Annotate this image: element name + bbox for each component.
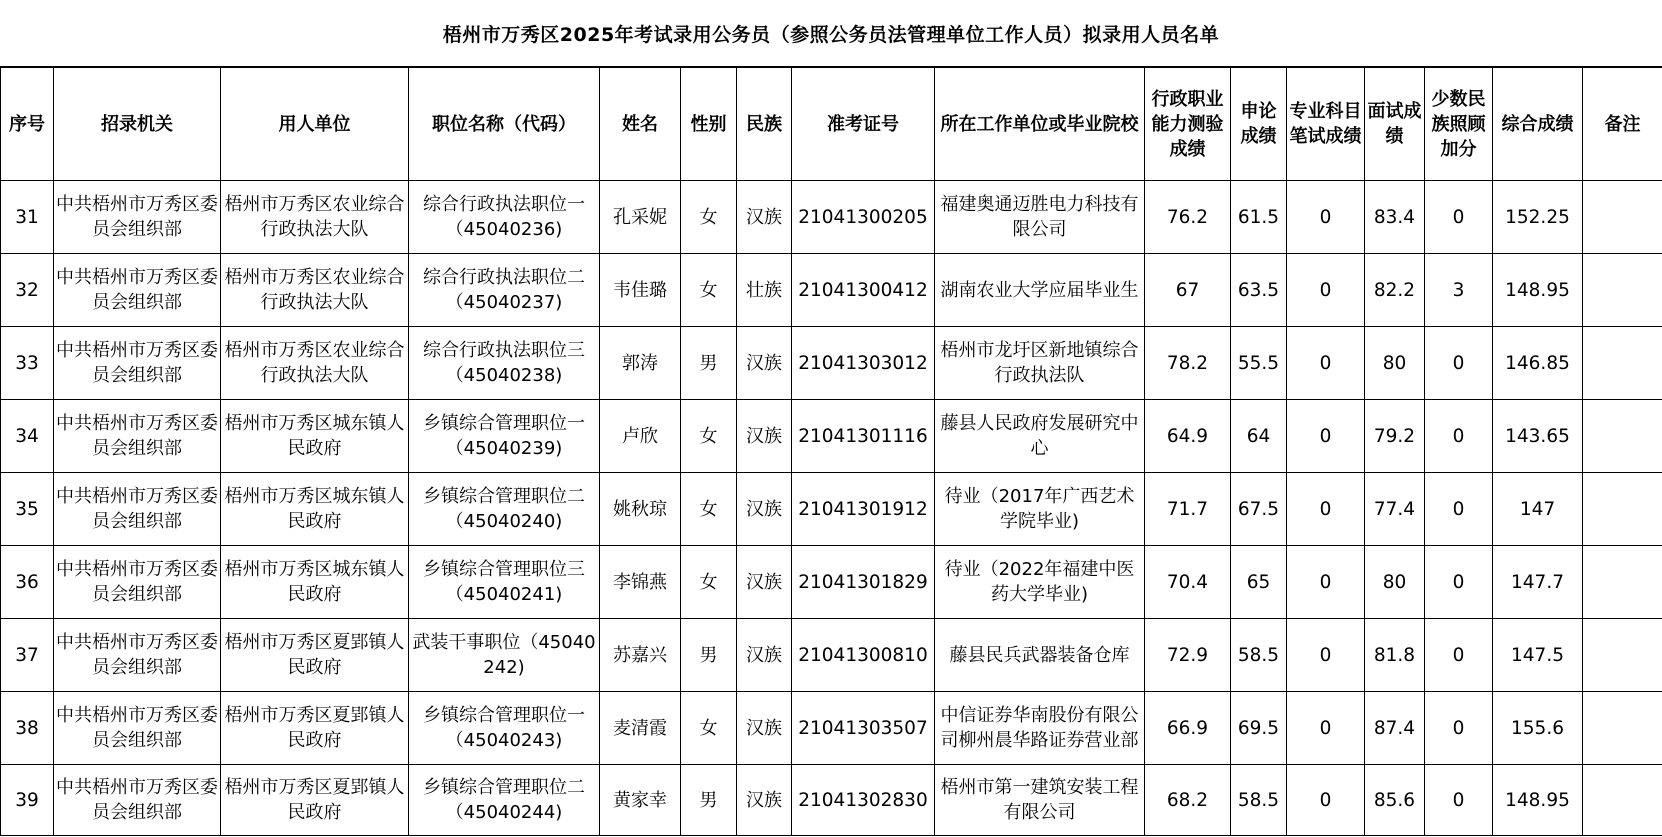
col-position-cell: 综合行政执法职位二（45040237) (409, 254, 600, 327)
col-essay-score-cell: 69.5 (1231, 692, 1287, 765)
col-recruiting-agency-cell: 中共梧州市万秀区委员会组织部 (54, 619, 221, 692)
col-employer-cell: 梧州市万秀区城东镇人民政府 (221, 400, 409, 473)
col-position-cell: 乡镇综合管理职位一（45040239) (409, 400, 600, 473)
col-name-cell: 姚秋琼 (600, 473, 681, 546)
table-row (1, 400, 1662, 473)
col-recruiting-agency-cell: 中共梧州市万秀区委员会组织部 (54, 765, 221, 836)
table-row (1, 327, 1662, 400)
col-interview-score-cell: 80 (1365, 327, 1425, 400)
col-exam-id-cell: 21041301829 (792, 546, 935, 619)
col-position-cell: 乡镇综合管理职位二（45040244) (409, 765, 600, 836)
col-gender-cell: 女 (681, 692, 737, 765)
col-interview-score-cell: 82.2 (1365, 254, 1425, 327)
col-minority-bonus-cell: 0 (1425, 473, 1493, 546)
col-minority-bonus-cell: 3 (1425, 254, 1493, 327)
col-total-score-cell: 147.7 (1493, 546, 1583, 619)
col-remarks-cell (1583, 692, 1662, 765)
table-body (1, 181, 1662, 836)
col-gender-cell: 女 (681, 400, 737, 473)
col-remarks-cell (1583, 327, 1662, 400)
col-minority-bonus-cell: 0 (1425, 327, 1493, 400)
col-essay-score-cell: 58.5 (1231, 619, 1287, 692)
col-name-cell: 苏嘉兴 (600, 619, 681, 692)
col-exam-id-cell: 21041300205 (792, 181, 935, 254)
col-name-cell: 黄家幸 (600, 765, 681, 836)
table-row (1, 473, 1662, 546)
col-workplace-school-cell: 待业（2017年广西艺术学院毕业) (935, 473, 1145, 546)
col-remarks-cell (1583, 473, 1662, 546)
col-specialty-score-cell: 0 (1287, 765, 1365, 836)
col-specialty-score-cell: 0 (1287, 619, 1365, 692)
col-specialty-score-cell: 0 (1287, 254, 1365, 327)
col-gender-cell: 男 (681, 327, 737, 400)
col-remarks-cell (1583, 400, 1662, 473)
col-workplace-school-cell: 福建奥通迈胜电力科技有限公司 (935, 181, 1145, 254)
col-employer-cell: 梧州市万秀区城东镇人民政府 (221, 546, 409, 619)
col-essay-score-cell: 65 (1231, 546, 1287, 619)
col-total-score-header: 综合成绩 (1493, 68, 1583, 181)
col-specialty-score-cell: 0 (1287, 473, 1365, 546)
col-workplace-school-cell: 藤县民兵武器装备仓库 (935, 619, 1145, 692)
col-aptitude-score-cell: 71.7 (1145, 473, 1231, 546)
col-employer-cell: 梧州市万秀区夏郢镇人民政府 (221, 765, 409, 836)
col-exam-id-cell: 21041303012 (792, 327, 935, 400)
col-gender-header: 性别 (681, 68, 737, 181)
col-remarks-header: 备注 (1583, 68, 1662, 181)
col-minority-bonus-cell: 0 (1425, 400, 1493, 473)
col-employer-cell: 梧州市万秀区农业综合行政执法大队 (221, 181, 409, 254)
col-ethnicity-cell: 汉族 (737, 181, 792, 254)
col-gender-cell: 男 (681, 765, 737, 836)
col-interview-score-cell: 79.2 (1365, 400, 1425, 473)
col-total-score-cell: 148.95 (1493, 254, 1583, 327)
col-name-cell: 韦佳璐 (600, 254, 681, 327)
col-essay-score-cell: 67.5 (1231, 473, 1287, 546)
col-position-cell: 综合行政执法职位三（45040238) (409, 327, 600, 400)
col-workplace-school-cell: 待业（2022年福建中医药大学毕业) (935, 546, 1145, 619)
col-total-score-cell: 155.6 (1493, 692, 1583, 765)
col-index-cell: 37 (1, 619, 54, 692)
col-name-cell: 麦清霞 (600, 692, 681, 765)
col-total-score-cell: 147 (1493, 473, 1583, 546)
col-interview-score-cell: 77.4 (1365, 473, 1425, 546)
col-ethnicity-cell: 汉族 (737, 546, 792, 619)
col-interview-score-header: 面试成绩 (1365, 68, 1425, 181)
col-specialty-score-cell: 0 (1287, 327, 1365, 400)
col-employer-cell: 梧州市万秀区城东镇人民政府 (221, 473, 409, 546)
col-workplace-school-cell: 湖南农业大学应届毕业生 (935, 254, 1145, 327)
col-exam-id-cell: 21041301912 (792, 473, 935, 546)
col-index-cell: 33 (1, 327, 54, 400)
col-exam-id-cell: 21041300412 (792, 254, 935, 327)
candidate-table (0, 67, 1662, 836)
col-employer-cell: 梧州市万秀区农业综合行政执法大队 (221, 254, 409, 327)
col-specialty-score-cell: 0 (1287, 181, 1365, 254)
col-recruiting-agency-header: 招录机关 (54, 68, 221, 181)
col-index-cell: 36 (1, 546, 54, 619)
col-specialty-score-cell: 0 (1287, 692, 1365, 765)
col-position-cell: 乡镇综合管理职位二（45040240) (409, 473, 600, 546)
col-workplace-school-cell: 梧州市龙圩区新地镇综合行政执法队 (935, 327, 1145, 400)
col-ethnicity-cell: 汉族 (737, 327, 792, 400)
col-name-cell: 孔采妮 (600, 181, 681, 254)
col-workplace-school-cell: 梧州市第一建筑安装工程有限公司 (935, 765, 1145, 836)
col-essay-score-cell: 55.5 (1231, 327, 1287, 400)
col-gender-cell: 男 (681, 619, 737, 692)
col-aptitude-score-cell: 67 (1145, 254, 1231, 327)
col-recruiting-agency-cell: 中共梧州市万秀区委员会组织部 (54, 181, 221, 254)
col-index-cell: 32 (1, 254, 54, 327)
col-ethnicity-cell: 壮族 (737, 254, 792, 327)
col-essay-score-header: 申论成绩 (1231, 68, 1287, 181)
col-aptitude-score-cell: 72.9 (1145, 619, 1231, 692)
header-row (1, 68, 1662, 181)
col-name-cell: 卢欣 (600, 400, 681, 473)
col-minority-bonus-cell: 0 (1425, 692, 1493, 765)
col-ethnicity-header: 民族 (737, 68, 792, 181)
col-interview-score-cell: 81.8 (1365, 619, 1425, 692)
col-employer-cell: 梧州市万秀区夏郢镇人民政府 (221, 692, 409, 765)
document-title: 梧州市万秀区2025年考试录用公务员（参照公务员法管理单位工作人员）拟录用人员名单 (0, 0, 1662, 67)
col-recruiting-agency-cell: 中共梧州市万秀区委员会组织部 (54, 400, 221, 473)
col-exam-id-header: 准考证号 (792, 68, 935, 181)
col-minority-bonus-cell: 0 (1425, 546, 1493, 619)
col-minority-bonus-cell: 0 (1425, 181, 1493, 254)
col-name-header: 姓名 (600, 68, 681, 181)
col-position-cell: 武装干事职位（45040242) (409, 619, 600, 692)
col-total-score-cell: 147.5 (1493, 619, 1583, 692)
col-specialty-score-cell: 0 (1287, 400, 1365, 473)
col-ethnicity-cell: 汉族 (737, 619, 792, 692)
col-interview-score-cell: 83.4 (1365, 181, 1425, 254)
col-index-cell: 38 (1, 692, 54, 765)
col-aptitude-score-cell: 78.2 (1145, 327, 1231, 400)
col-recruiting-agency-cell: 中共梧州市万秀区委员会组织部 (54, 473, 221, 546)
col-index-cell: 31 (1, 181, 54, 254)
col-recruiting-agency-cell: 中共梧州市万秀区委员会组织部 (54, 692, 221, 765)
col-position-cell: 乡镇综合管理职位一（45040243) (409, 692, 600, 765)
col-essay-score-cell: 64 (1231, 400, 1287, 473)
col-index-header: 序号 (1, 68, 54, 181)
col-aptitude-score-cell: 68.2 (1145, 765, 1231, 836)
col-employer-header: 用人单位 (221, 68, 409, 181)
col-name-cell: 郭涛 (600, 327, 681, 400)
col-remarks-cell (1583, 765, 1662, 836)
col-ethnicity-cell: 汉族 (737, 692, 792, 765)
col-aptitude-score-cell: 70.4 (1145, 546, 1231, 619)
col-minority-bonus-cell: 0 (1425, 619, 1493, 692)
col-exam-id-cell: 21041301116 (792, 400, 935, 473)
col-interview-score-cell: 85.6 (1365, 765, 1425, 836)
col-gender-cell: 女 (681, 181, 737, 254)
col-essay-score-cell: 61.5 (1231, 181, 1287, 254)
col-minority-bonus-cell: 0 (1425, 765, 1493, 836)
col-index-cell: 39 (1, 765, 54, 836)
col-specialty-score-cell: 0 (1287, 546, 1365, 619)
table-row (1, 546, 1662, 619)
col-aptitude-score-cell: 76.2 (1145, 181, 1231, 254)
col-index-cell: 35 (1, 473, 54, 546)
col-position-cell: 综合行政执法职位一（45040236) (409, 181, 600, 254)
col-recruiting-agency-cell: 中共梧州市万秀区委员会组织部 (54, 254, 221, 327)
col-gender-cell: 女 (681, 546, 737, 619)
col-employer-cell: 梧州市万秀区农业综合行政执法大队 (221, 327, 409, 400)
col-specialty-score-header: 专业科目笔试成绩 (1287, 68, 1365, 181)
col-ethnicity-cell: 汉族 (737, 473, 792, 546)
col-gender-cell: 女 (681, 473, 737, 546)
col-recruiting-agency-cell: 中共梧州市万秀区委员会组织部 (54, 546, 221, 619)
col-ethnicity-cell: 汉族 (737, 400, 792, 473)
col-gender-cell: 女 (681, 254, 737, 327)
col-position-cell: 乡镇综合管理职位三（45040241) (409, 546, 600, 619)
col-exam-id-cell: 21041300810 (792, 619, 935, 692)
col-ethnicity-cell: 汉族 (737, 765, 792, 836)
table-row (1, 765, 1662, 836)
col-workplace-school-cell: 中信证券华南股份有限公司柳州晨华路证券营业部 (935, 692, 1145, 765)
col-workplace-school-header: 所在工作单位或毕业院校 (935, 68, 1145, 181)
table-row (1, 181, 1662, 254)
col-minority-bonus-header: 少数民族照顾加分 (1425, 68, 1493, 181)
col-exam-id-cell: 21041303507 (792, 692, 935, 765)
col-aptitude-score-cell: 66.9 (1145, 692, 1231, 765)
col-employer-cell: 梧州市万秀区夏郢镇人民政府 (221, 619, 409, 692)
col-exam-id-cell: 21041302830 (792, 765, 935, 836)
col-total-score-cell: 152.25 (1493, 181, 1583, 254)
col-workplace-school-cell: 藤县人民政府发展研究中心 (935, 400, 1145, 473)
col-aptitude-score-cell: 64.9 (1145, 400, 1231, 473)
col-recruiting-agency-cell: 中共梧州市万秀区委员会组织部 (54, 327, 221, 400)
col-total-score-cell: 148.95 (1493, 765, 1583, 836)
col-aptitude-score-header: 行政职业能力测验成绩 (1145, 68, 1231, 181)
col-interview-score-cell: 80 (1365, 546, 1425, 619)
col-remarks-cell (1583, 619, 1662, 692)
col-name-cell: 李锦燕 (600, 546, 681, 619)
col-interview-score-cell: 87.4 (1365, 692, 1425, 765)
col-total-score-cell: 146.85 (1493, 327, 1583, 400)
col-position-header: 职位名称（代码） (409, 68, 600, 181)
col-remarks-cell (1583, 546, 1662, 619)
col-remarks-cell (1583, 254, 1662, 327)
col-essay-score-cell: 58.5 (1231, 765, 1287, 836)
col-remarks-cell (1583, 181, 1662, 254)
col-total-score-cell: 143.65 (1493, 400, 1583, 473)
table-row (1, 619, 1662, 692)
table-row (1, 692, 1662, 765)
col-essay-score-cell: 63.5 (1231, 254, 1287, 327)
col-index-cell: 34 (1, 400, 54, 473)
table-row (1, 254, 1662, 327)
